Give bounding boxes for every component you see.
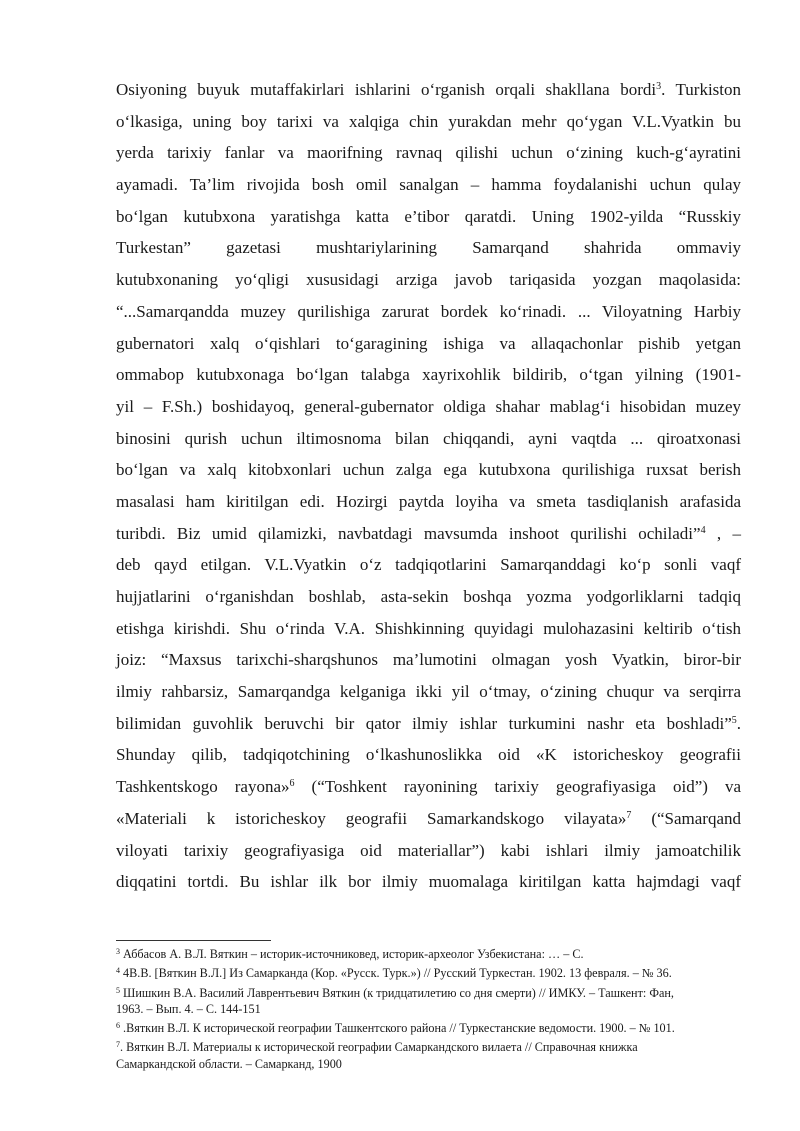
body-line-text: ilmiy rahbarsiz, Samarqandga kelganiga ikki yil o‘tmay, o‘zining chuqur va serqirra (116, 682, 741, 702)
body-line (116, 137, 741, 169)
body-line-text: Tashkentskogo rayona» (116, 777, 290, 797)
body-line-text: o‘lkasiga, uning boy tarixi va xalqiga chin yurakdan mehr qo‘ygan V.L.Vyatkin bu (116, 111, 741, 131)
body-line-text: “...Samarqandda muzey qurilishiga zarurat bordek ko‘rinadi. ... Viloyatning Harbiy (116, 301, 741, 321)
body-line-tail: (“Toshkent rayonining tarixiy geografiyasiga oid”) va (294, 777, 741, 797)
body-line (116, 803, 741, 835)
body-line-text: bo‘lgan kutubxona yaratishga katta e’tibor qaratdi. Uning 1902-yilda “Russkiy (116, 206, 741, 226)
body-line (116, 296, 741, 328)
body-line (116, 328, 741, 360)
footnote-line (116, 1039, 741, 1055)
body-line-text: ayamadi. Ta’lim rivojida bosh omil sanalgan – hamma foydalanishi uchun qulay (116, 175, 741, 195)
body-text (116, 74, 741, 898)
body-line (116, 486, 741, 518)
body-line (116, 708, 741, 740)
footnote-text: Шишкин В.А. Василий Лаврентьевич Вяткин (к тридцатилетию со дня смерти) // ИМКУ. – Ташкент: Фан, (120, 985, 674, 1000)
body-line-tail: . (736, 713, 741, 733)
body-line (116, 613, 741, 645)
body-line (116, 232, 741, 264)
body-line-text: Turkestan” gazetasi mushtariylarining Samarqand shahrida ommaviy (116, 238, 741, 258)
footnote-line (116, 946, 741, 962)
body-line (116, 581, 741, 613)
body-line-text: masalasi ham kiritilgan edi. Hozirgi paytda loyiha va smeta tasdiqlanish arafasida (116, 491, 741, 511)
footnote-number: 7 (116, 1040, 120, 1050)
footnote-text: . Вяткин В.Л. Материалы к исторической географии Самаркандского вилаета // Справочная книжка (120, 1040, 638, 1055)
footnote-line (116, 1056, 741, 1072)
body-line (116, 454, 741, 486)
body-line-text: viloyati tarixiy geografiyasiga oid materiallar”) kabi ishlari ilmiy jamoatchilik (116, 840, 741, 860)
footnote-reference: 5 (731, 714, 737, 726)
body-line (116, 169, 741, 201)
body-line (116, 423, 741, 455)
body-line-text: bilimidan guvohlik beruvchi bir qator ilmiy ishlar turkumini nashr eta boshladi” (116, 713, 732, 733)
body-line-text: yerda tarixiy fanlar va maorifning ravnaq qilishi uchun o‘zining kuch-g‘ayratini (116, 143, 741, 163)
body-line-text: turibdi. Biz umid qilamizki, navbatdagi mavsumda inshoot qurilishi ochiladi” (116, 523, 701, 543)
body-line (116, 644, 741, 676)
footnote-reference: 3 (656, 81, 662, 92)
body-line-text: bo‘lgan va xalq kitobxonlari uchun zalga ega kutubxona qurilishiga ruxsat berish (116, 460, 741, 480)
footnote-line (116, 965, 741, 981)
body-line-text: etishga kirishdi. Shu o‘rinda V.A. Shishkinning quyidagi mulohazasini keltirib o‘tish (116, 618, 741, 638)
footnote-text: .Вяткин В.Л. К исторической географии Ташкентского района // Туркестанские ведомости. 1900. – № 101. (120, 1021, 675, 1036)
body-line (116, 264, 741, 296)
body-line (116, 518, 741, 550)
footnote-separator (116, 940, 271, 941)
body-line-text: kutubxonaning yo‘qligi xususidagi arziga javob tariqasida yozgan maqolasida: (116, 270, 741, 290)
body-line (116, 74, 741, 106)
body-line (116, 739, 741, 771)
footnote-number: 5 (116, 985, 120, 995)
body-line (116, 201, 741, 233)
footnote-line (116, 1001, 741, 1017)
body-line-text: diqqatini tortdi. Bu ishlar ilk bor ilmiy muomalaga kiritilgan katta hajmdagi vaqf (116, 872, 741, 892)
body-line (116, 106, 741, 138)
body-line-text: ommabop kutubxonaga bo‘lgan talabga xayrixohlik bildirib, o‘tgan yilning (1901- (116, 365, 741, 385)
body-line-text: «Materiali k istoricheskoy geografii Samarkandskogo vilayata» (116, 808, 627, 828)
footnote-text: Аббасов А. В.Л. Вяткин – историк-источниковед, историк-археолог Узбекистана: … – С. (120, 947, 584, 961)
body-line (116, 676, 741, 708)
footnote-number: 4 (116, 966, 120, 976)
footnote-text: 1963. – Вып. 4. – С. 144-151 (116, 1001, 261, 1016)
body-line-text: Shunday qilib, tadqiqotchining o‘lkashunoslikka oid «K istoricheskoy geografii (116, 745, 741, 765)
footnote-reference: 4 (700, 524, 706, 536)
body-line (116, 835, 741, 867)
body-line (116, 866, 741, 898)
footnote-line (116, 1020, 741, 1036)
footnote-text: Самаркандской области. – Самарканд, 1900 (116, 1056, 342, 1071)
footnote-text: 4В.В. [Вяткин В.Л.] Из Самарканда (Кор. «Русск. Турк.») // Русский Туркестан. 1902. 13 февраля. – № 36. (120, 966, 672, 981)
footnote-reference: 7 (626, 809, 632, 821)
body-line-tail: (“Samarqand (631, 808, 742, 828)
body-line-tail: , – (705, 523, 742, 543)
body-line-text: deb qayd etilgan. V.L.Vyatkin o‘z tadqiqotlarini Samarqanddagi ko‘p sonli vaqf (116, 555, 741, 575)
body-line (116, 771, 741, 803)
body-line (116, 391, 741, 423)
footnote-reference: 6 (289, 778, 295, 790)
body-line-tail: . Turkiston (661, 80, 742, 99)
body-line (116, 549, 741, 581)
body-line-text: hujjatlarini o‘rganishdan boshlab, asta-sekin boshqa yozma yodgorliklarni tadqiq (116, 587, 741, 606)
footnote-number: 3 (116, 947, 120, 956)
body-line-text: joiz: “Maxsus tarixchi-sharqshunos ma’lumotini olmagan yosh Vyatkin, biror-bir (116, 650, 741, 670)
footnote-line (116, 985, 741, 1001)
footnote-number: 6 (116, 1021, 120, 1031)
body-line-text: gubernatori xalq o‘qishlari to‘garagining ishiga va allaqachonlar pishib yetgan (116, 333, 741, 353)
body-line (116, 359, 741, 391)
body-line-text: Osiyoning buyuk mutaffakirlari ishlarini o‘rganish orqali shakllana bordi (116, 80, 657, 99)
footnotes (116, 946, 741, 1072)
body-line-text: yil – F.Sh.) boshidayoq, general-gubernator oldiga shahar mablag‘i hisobidan muzey (116, 396, 741, 416)
body-line-text: binosini qurish uchun iltimosnoma bilan chiqqandi, ayni vaqtda ... qiroatxonasi (116, 428, 741, 448)
